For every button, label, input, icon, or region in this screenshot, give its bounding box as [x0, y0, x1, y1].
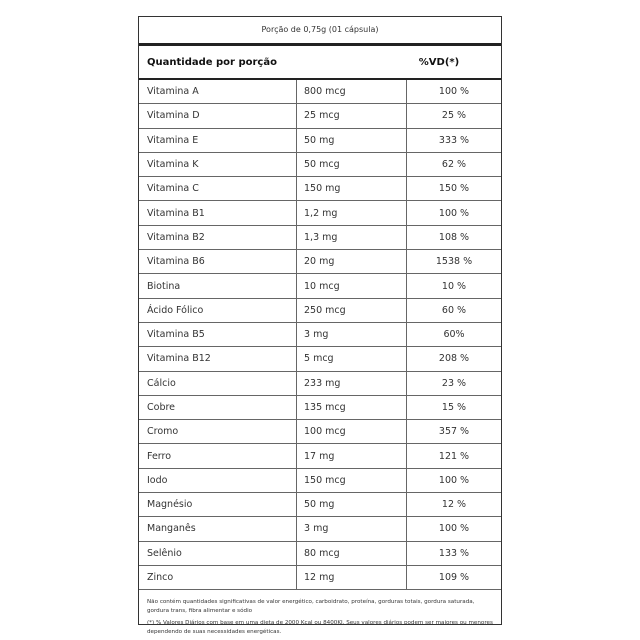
nutrient-name: Manganês: [139, 517, 297, 541]
table-row: [139, 468, 501, 492]
nutrient-table: [139, 80, 501, 590]
nutrient-name: Iodo: [139, 468, 297, 492]
nutrient-amount: 1,3 mg: [297, 225, 407, 249]
header-quantity-label: Quantidade por porção: [147, 56, 277, 68]
nutrient-name: Vitamina B12: [139, 347, 297, 371]
portion-label: Porção de 0,75g (01 cápsula): [139, 17, 501, 46]
nutrient-amount: 233 mg: [297, 371, 407, 395]
nutrient-vd: 121 %: [407, 444, 502, 468]
nutrient-name: Vitamina C: [139, 177, 297, 201]
nutrient-amount: 250 mcg: [297, 298, 407, 322]
nutrient-vd: 10 %: [407, 274, 502, 298]
table-row: [139, 347, 501, 371]
nutrient-name: Ácido Fólico: [139, 298, 297, 322]
table-row: [139, 225, 501, 249]
nutrient-name: Vitamina B2: [139, 225, 297, 249]
nutrient-amount: 3 mg: [297, 322, 407, 346]
nutrient-vd: 109 %: [407, 565, 502, 589]
nutrient-vd: 100 %: [407, 201, 502, 225]
nutrient-name: Cromo: [139, 420, 297, 444]
table-row: [139, 420, 501, 444]
nutrient-amount: 17 mg: [297, 444, 407, 468]
nutrition-facts-panel: [138, 16, 502, 635]
nutrient-vd: 100 %: [407, 80, 502, 104]
nutrient-amount: 1,2 mg: [297, 201, 407, 225]
nutrient-name: Biotina: [139, 274, 297, 298]
nutrient-amount: 80 mcg: [297, 541, 407, 565]
nutrient-amount: 135 mcg: [297, 395, 407, 419]
table-row: [139, 517, 501, 541]
vd-footnote: (*) % Valores Diários com base em uma dieta de 2000 Kcal ou 8400KJ. Seus valores diários podem ser maiores ou menores dependendo de suas necessidades energéticas.: [147, 620, 493, 635]
nutrient-amount: 50 mcg: [297, 152, 407, 176]
nutrient-name: Vitamina B6: [139, 250, 297, 274]
table-row: [139, 152, 501, 176]
nutrient-amount: 25 mcg: [297, 104, 407, 128]
nutrient-amount: 12 mg: [297, 565, 407, 589]
nutrient-name: Vitamina B1: [139, 201, 297, 225]
footnotes: [139, 590, 501, 636]
header-vd-label: %VD(*): [418, 56, 460, 68]
table-row: [139, 177, 501, 201]
nutrient-name: Vitamina E: [139, 128, 297, 152]
nutrient-vd: 60%: [407, 322, 502, 346]
nutrient-name: Vitamina A: [139, 80, 297, 104]
table-row: [139, 298, 501, 322]
nutrient-amount: 5 mcg: [297, 347, 407, 371]
nutrient-vd: 150 %: [407, 177, 502, 201]
nutrient-vd: 12 %: [407, 493, 502, 517]
nutrient-name: Vitamina K: [139, 152, 297, 176]
nutrient-name: Cálcio: [139, 371, 297, 395]
nutrient-name: Magnésio: [139, 493, 297, 517]
nutrient-amount: 50 mg: [297, 128, 407, 152]
nutrient-amount: 10 mcg: [297, 274, 407, 298]
nutrient-vd: 60 %: [407, 298, 502, 322]
nutrient-vd: 1538 %: [407, 250, 502, 274]
table-row: [139, 493, 501, 517]
nutrient-amount: 20 mg: [297, 250, 407, 274]
nutrient-vd: 62 %: [407, 152, 502, 176]
nutrient-amount: 150 mg: [297, 177, 407, 201]
table-row: [139, 444, 501, 468]
nutrient-name: Vitamina D: [139, 104, 297, 128]
table-row: [139, 322, 501, 346]
table-row: [139, 541, 501, 565]
nutrient-vd: 357 %: [407, 420, 502, 444]
nutrient-vd: 15 %: [407, 395, 502, 419]
nutrient-vd: 333 %: [407, 128, 502, 152]
nutrient-vd: 208 %: [407, 347, 502, 371]
nutrient-vd: 25 %: [407, 104, 502, 128]
table-row: [139, 395, 501, 419]
table-row: [139, 80, 501, 104]
nutrient-amount: 100 mcg: [297, 420, 407, 444]
table-row: [139, 274, 501, 298]
nutrient-vd: 100 %: [407, 468, 502, 492]
nutrient-name: Selênio: [139, 541, 297, 565]
table-row: [139, 128, 501, 152]
table-row: [139, 201, 501, 225]
nutrient-name: Vitamina B5: [139, 322, 297, 346]
nutrient-amount: 50 mg: [297, 493, 407, 517]
table-row: [139, 250, 501, 274]
table-row: [139, 371, 501, 395]
table-row: [139, 565, 501, 589]
not-significant-note: Não contém quantidades significativas de valor energético, carboidrato, proteína, gorduras totais, gordura saturada, gordura trans, fibra alimentar e sódio: [147, 599, 475, 614]
nutrient-name: Zinco: [139, 565, 297, 589]
nutrient-vd: 100 %: [407, 517, 502, 541]
nutrient-amount: 150 mcg: [297, 468, 407, 492]
nutrient-vd: 108 %: [407, 225, 502, 249]
nutrient-name: Cobre: [139, 395, 297, 419]
nutrient-name: Ferro: [139, 444, 297, 468]
table-header: [139, 46, 501, 80]
nutrient-amount: 800 mcg: [297, 80, 407, 104]
nutrient-vd: 133 %: [407, 541, 502, 565]
nutrient-amount: 3 mg: [297, 517, 407, 541]
nutrient-vd: 23 %: [407, 371, 502, 395]
table-row: [139, 104, 501, 128]
